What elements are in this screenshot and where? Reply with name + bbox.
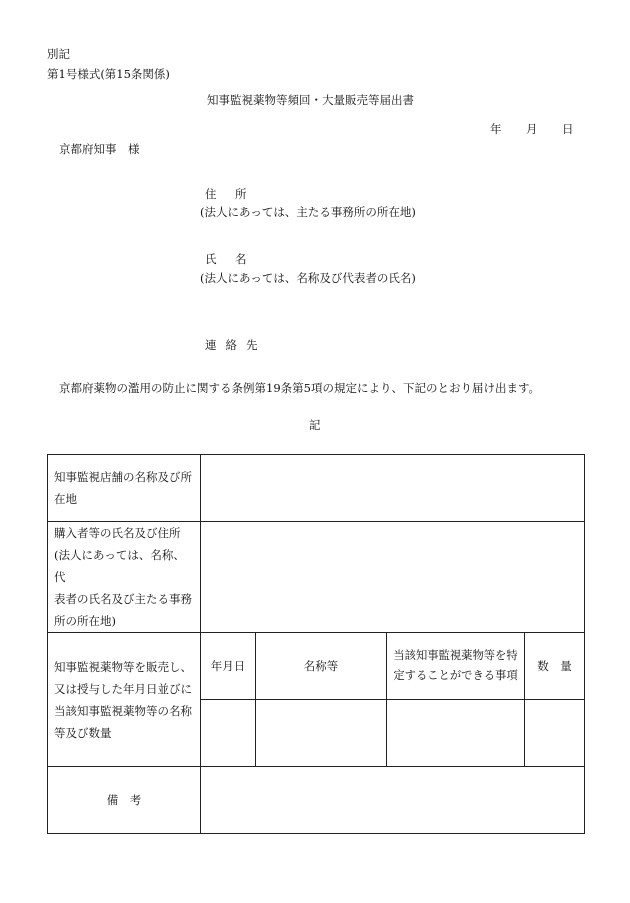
store-label-cell: 知事監視店舗の名称及び所 在地	[48, 455, 201, 522]
purchaser-label-cell: 購入者等の氏名及び住所 (法人にあっては、名称、代 表者の氏名及び主たる事務 所の所在地)	[48, 522, 201, 633]
date-day-label: 日	[562, 122, 574, 136]
addressee: 京都府知事 様	[59, 142, 140, 156]
body-text: 京都府薬物の濫用の防止に関する条例第19条第5項の規定により、下記のとおり届け出ます。	[59, 381, 541, 395]
col-identify-header: 当該知事監視薬物等を特 定することができる事項	[387, 633, 525, 700]
contact-label: 連 絡 先	[205, 338, 258, 352]
address-note: (法人にあっては、主たる事務所の所在地)	[200, 205, 416, 219]
form-number: 第1号様式(第15条関係)	[47, 67, 170, 81]
sales-label-cell: 知事監視薬物等を販売し、 又は授与した年月日並びに 当該知事監視薬物等の名称 等及び数量	[48, 633, 201, 767]
ki-label: 記	[309, 418, 321, 432]
quantity-input-cell[interactable]	[525, 700, 585, 767]
report-table	[47, 454, 585, 834]
date-month-label: 月	[526, 122, 538, 136]
name-input-cell[interactable]	[256, 700, 387, 767]
identify-input-cell[interactable]	[387, 700, 525, 767]
purchaser-input-cell[interactable]	[201, 522, 585, 633]
appendix-label: 別記	[47, 47, 70, 61]
col-name-header: 名称等	[256, 633, 387, 700]
col-date-header: 年月日	[201, 633, 256, 700]
date-year-label: 年	[490, 122, 502, 136]
col-quantity-header: 数 量	[525, 633, 585, 700]
store-input-cell[interactable]	[201, 455, 585, 522]
name-note: (法人にあっては、名称及び代表者の氏名)	[200, 271, 416, 285]
date-input-cell[interactable]	[201, 700, 256, 767]
remarks-label-cell: 備 考	[48, 767, 201, 834]
document-title: 知事監視薬物等頻回・大量販売等届出書	[207, 93, 414, 107]
remarks-input-cell[interactable]	[201, 767, 585, 834]
